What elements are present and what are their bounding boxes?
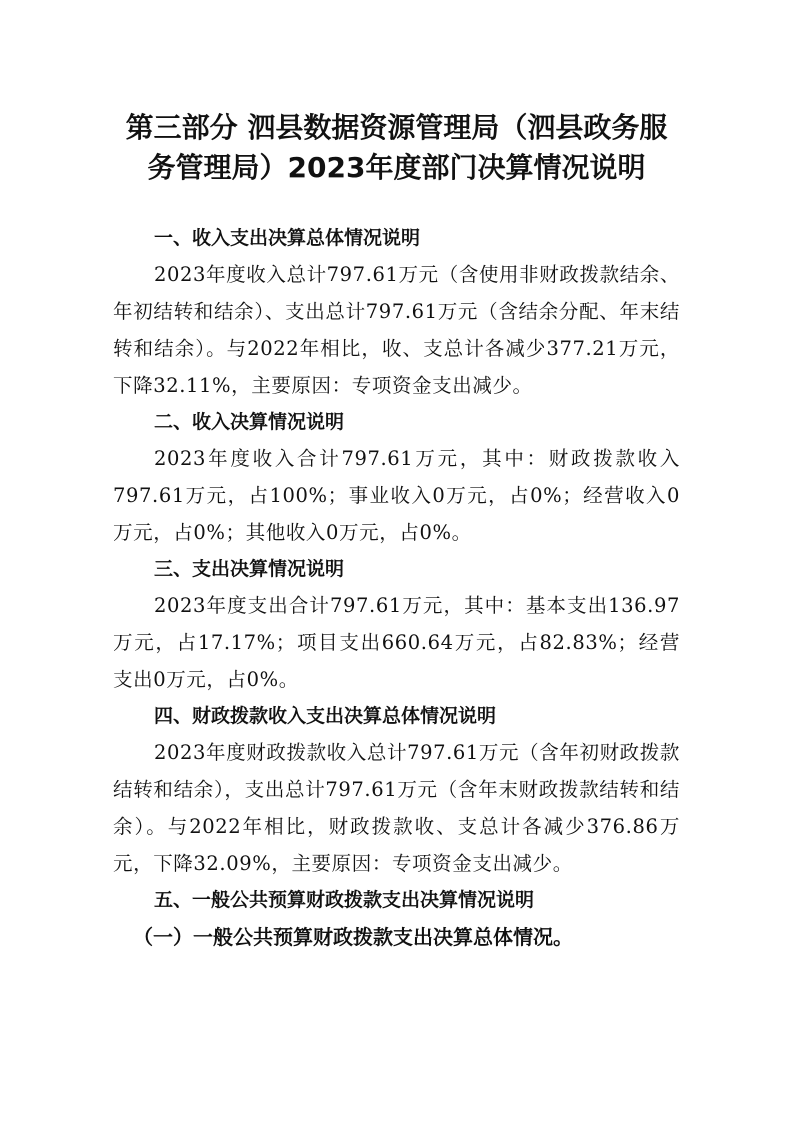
section-heading-5: 五、一般公共预算财政拨款支出决算情况说明 (154, 889, 535, 911)
title-line-2: 务管理局）2023年度部门决算情况说明 (147, 151, 646, 184)
section-body-3: 2023年度支出合计797.61万元，其中：基本支出136.97万元，占17.17%；项目支出660.64万元，占82.83%；经营支出0万元，占0%。 (113, 594, 680, 691)
section-subheading-5-1: （一）一般公共预算财政拨款支出决算总体情况。 (133, 925, 573, 949)
section-body-2: 2023年度收入合计797.61万元，其中：财政拨款收入797.61万元，占100%；事业收入0万元，占0%；经营收入0万元，占0%；其他收入0万元，占0%。 (113, 447, 680, 544)
section-heading-4: 四、财政拨款收入支出决算总体情况说明 (154, 705, 497, 727)
section-body-4: 2023年度财政拨款收入总计797.61万元（含年初财政拨款结转和结余），支出总计797.61万元（含年末财政拨款结转和结余）。与2022年相比，财政拨款收、支总计各减少376.86万元，下降32.09%，主要原因：专项资金支出减少。 (113, 741, 680, 875)
section-heading-3: 三、支出决算情况说明 (154, 558, 345, 580)
document-title (105, 108, 688, 188)
section-body-1: 2023年度收入总计797.61万元（含使用非财政拨款结余、年初结转和结余）、支出总计797.61万元（含结余分配、年末结转和结余）。与2022年相比，收、支总计各减少377.21万元，下降32.11%，主要原因：专项资金支出减少。 (113, 263, 680, 397)
section-heading-2: 二、收入决算情况说明 (154, 411, 345, 433)
section-heading-1: 一、收入支出决算总体情况说明 (154, 227, 421, 249)
title-line-1: 第三部分 泗县数据资源管理局（泗县政务服 (125, 111, 668, 144)
title-spacer (113, 188, 680, 220)
